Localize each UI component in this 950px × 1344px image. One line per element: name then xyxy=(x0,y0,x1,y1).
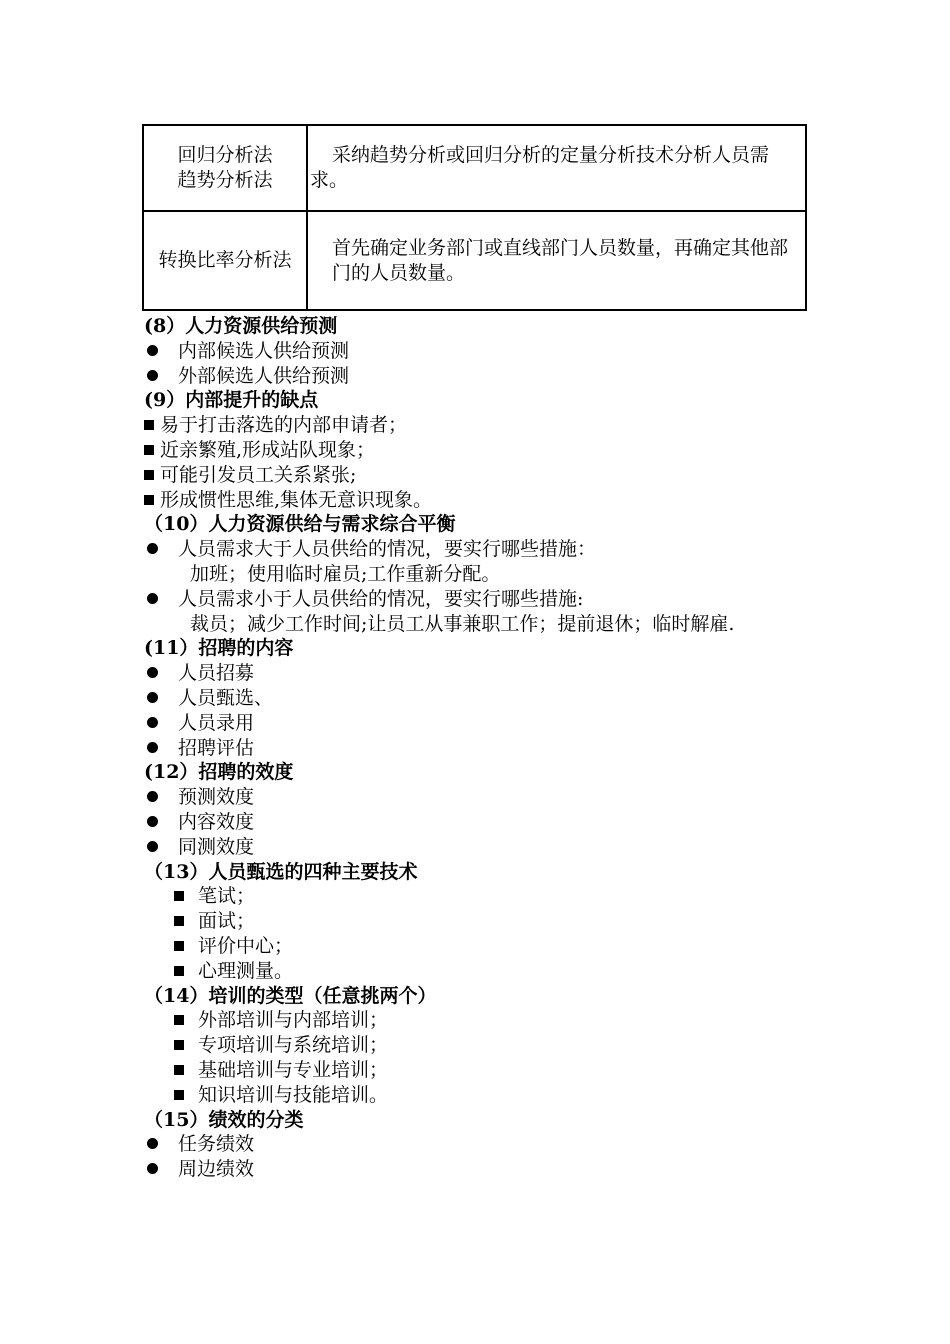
bullet-icon xyxy=(144,1132,178,1157)
list-item: 近亲繁殖,形成站队现象； xyxy=(144,438,808,463)
list-item: 心理测量。 xyxy=(144,959,808,984)
square-bullet-icon xyxy=(144,420,154,430)
list-item: 外部培训与内部培训； xyxy=(144,1008,808,1033)
list-item: 招聘评估 xyxy=(144,736,808,761)
square-bullet-icon xyxy=(144,495,154,505)
method-desc: 门的人员数量。 xyxy=(332,261,466,284)
square-bullet-icon xyxy=(174,916,184,926)
method-desc: 采纳趋势分析或回归分析的定量分析技术分析人员需求。 xyxy=(310,144,770,191)
square-bullet-icon xyxy=(174,1015,184,1025)
section-heading: (8）人力资源供给预测 xyxy=(144,315,338,337)
square-bullet-icon xyxy=(174,1090,184,1100)
table-row xyxy=(143,211,806,310)
list-item: 外部候选人供给预测 xyxy=(144,364,808,389)
list-item: 任务绩效 xyxy=(144,1132,808,1157)
method-name-cell xyxy=(143,125,307,211)
list-item: 评价中心； xyxy=(144,934,808,959)
square-bullet-icon xyxy=(144,470,154,480)
list-item: 内容效度 xyxy=(144,810,808,835)
bullet-icon xyxy=(144,711,178,736)
list-item: 形成惯性思维,集体无意识现象。 xyxy=(144,488,808,513)
list-item: 笔试； xyxy=(144,884,808,909)
bullet-icon xyxy=(144,686,178,711)
square-bullet-icon xyxy=(174,891,184,901)
section-heading: (9）内部提升的缺点 xyxy=(144,389,319,412)
list-item-detail: 加班；使用临时雇员;工作重新分配。 xyxy=(190,562,501,585)
method-name: 趋势分析法 xyxy=(177,169,273,191)
bullet-icon xyxy=(144,810,178,835)
section-heading: （10）人力资源供给与需求综合平衡 xyxy=(144,513,456,536)
list-item: 人员需求小于人员供给的情况，要实行哪些措施: xyxy=(144,587,808,612)
list-item: 周边绩效 xyxy=(144,1157,808,1182)
method-name-cell xyxy=(143,211,307,310)
bullet-icon xyxy=(144,364,178,389)
list-item-detail: 裁员；减少工作时间;让员工从事兼职工作；提前退休；临时解雇. xyxy=(190,612,735,635)
list-item: 人员甄选、 xyxy=(144,686,808,711)
list-item: 预测效度 xyxy=(144,785,808,810)
method-name: 转换比率分析法 xyxy=(158,249,292,271)
method-desc-cell xyxy=(307,211,806,310)
bullet-icon xyxy=(144,537,178,562)
bullet-icon xyxy=(144,736,178,761)
list-item: 内部候选人供给预测 xyxy=(144,339,808,364)
list-item: 专项培训与系统培训； xyxy=(144,1033,808,1058)
list-item: 基础培训与专业培训； xyxy=(144,1058,808,1083)
list-item: 人员需求大于人员供给的情况，要实行哪些措施： xyxy=(144,537,808,562)
section-heading: （14）培训的类型（任意挑两个） xyxy=(144,984,437,1007)
section-heading: (11）招聘的内容 xyxy=(144,637,294,660)
list-item: 同测效度 xyxy=(144,835,808,860)
bullet-icon xyxy=(144,785,178,810)
list-item: 可能引发员工关系紧张; xyxy=(144,463,808,488)
document-body xyxy=(144,314,808,1182)
table-row xyxy=(143,125,806,211)
method-name: 回归分析法 xyxy=(177,144,273,166)
bullet-icon xyxy=(144,339,178,364)
square-bullet-icon xyxy=(174,1065,184,1075)
forecast-methods-table xyxy=(142,124,807,311)
bullet-icon xyxy=(144,661,178,686)
section-heading: （15）绩效的分类 xyxy=(144,1108,304,1131)
square-bullet-icon xyxy=(174,966,184,976)
bullet-icon xyxy=(144,835,178,860)
list-item: 知识培训与技能培训。 xyxy=(144,1083,808,1108)
section-heading: (12）招聘的效度 xyxy=(144,761,294,784)
bullet-icon xyxy=(144,1157,178,1182)
list-item: 易于打击落选的内部申请者； xyxy=(144,413,808,438)
section-heading: （13）人员甄选的四种主要技术 xyxy=(144,860,418,883)
method-desc: 首先确定业务部门或直线部门人员数量，再确定其他部 xyxy=(332,236,789,259)
list-item: 面试； xyxy=(144,909,808,934)
square-bullet-icon xyxy=(174,941,184,951)
list-item: 人员招募 xyxy=(144,661,808,686)
bullet-icon xyxy=(144,587,178,612)
list-item: 人员录用 xyxy=(144,711,808,736)
square-bullet-icon xyxy=(144,445,154,455)
square-bullet-icon xyxy=(174,1040,184,1050)
method-desc-cell xyxy=(307,125,806,211)
